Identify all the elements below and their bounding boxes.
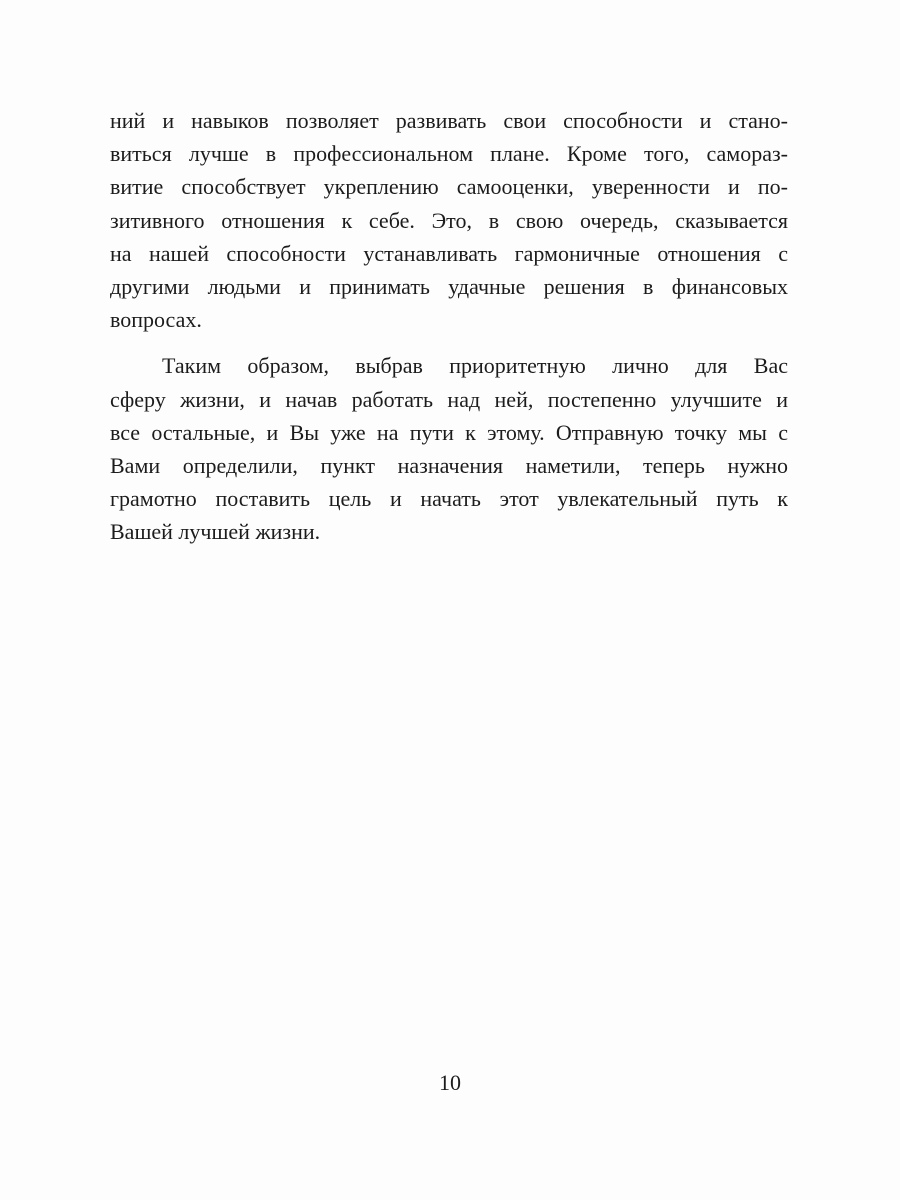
- text-line: вопросах.: [110, 307, 202, 333]
- text-line: ний и навыков позволяет развивать свои способности и стано-: [110, 108, 788, 133]
- text-line: Вами определили, пункт назначения наметили, теперь нужно: [110, 453, 788, 479]
- text-line: Таким образом, выбрав приоритетную лично для Вас: [162, 353, 788, 379]
- text-line: другими людьми и принимать удачные решения в финансовых: [110, 274, 788, 300]
- text-line: витие способствует укреплению самооценки, уверенности и по-: [110, 174, 788, 200]
- text-line: все остальные, и Вы уже на пути к этому. Отправную точку мы с: [110, 419, 788, 445]
- text-line: на нашей способности устанавливать гармоничные отношения с: [110, 240, 788, 266]
- paragraph-1: [110, 104, 788, 336]
- body-text: [110, 104, 788, 549]
- text-line: виться лучше в профессиональном плане. Кроме того, самораз-: [110, 141, 788, 167]
- page-number: 10: [439, 1070, 461, 1095]
- text-line: грамотно поставить цель и начать этот увлекательный путь к: [110, 486, 788, 512]
- text-line: зитивного отношения к себе. Это, в свою очередь, сказывается: [110, 207, 788, 233]
- text-line: сферу жизни, и начав работать над ней, постепенно улучшите и: [110, 386, 788, 412]
- text-line: Вашей лучшей жизни.: [110, 519, 321, 545]
- paragraph-2: [110, 349, 788, 548]
